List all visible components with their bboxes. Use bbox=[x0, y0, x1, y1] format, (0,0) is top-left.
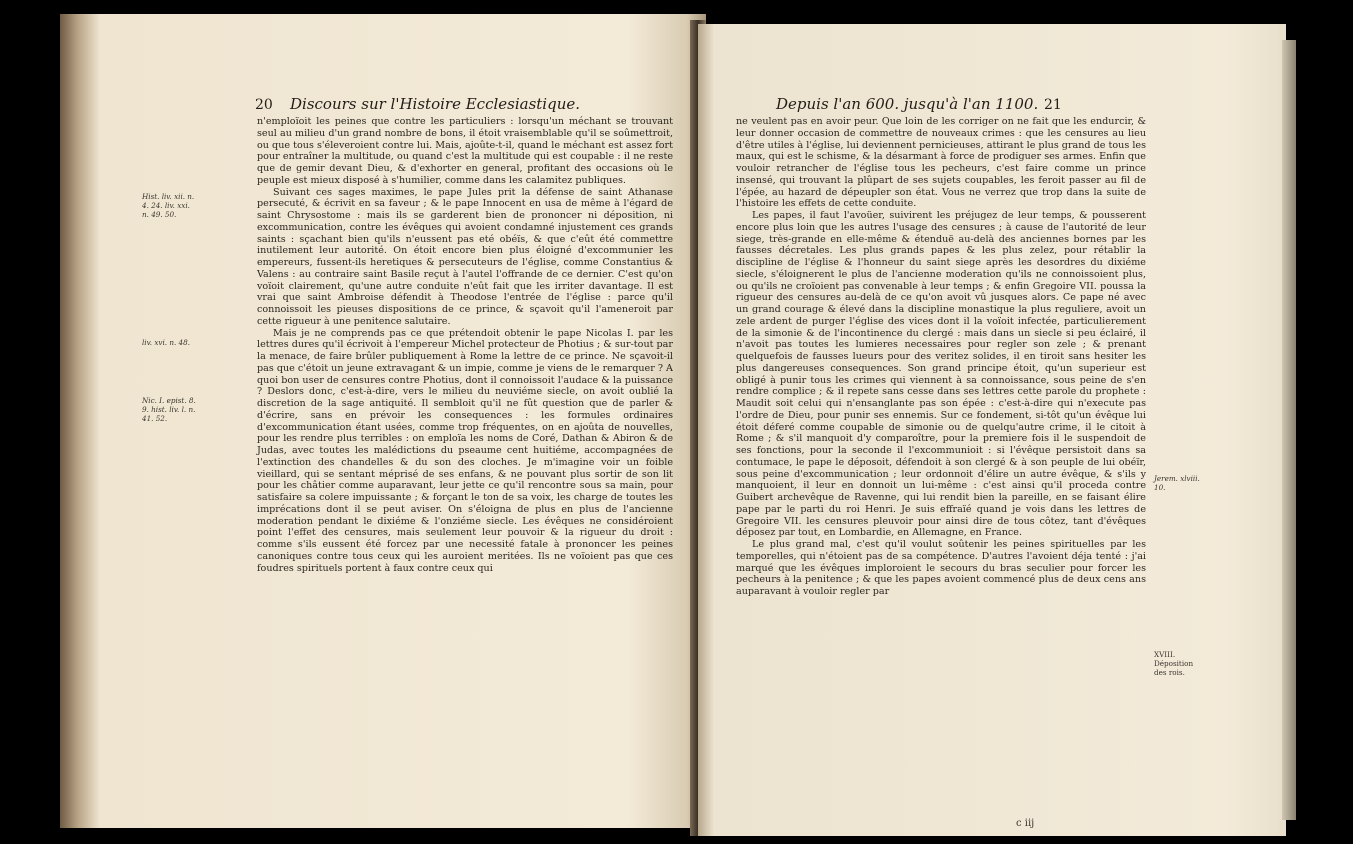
right-paragraph: ne veulent pas en avoir peur. Que loin de les corriger on ne fait que les endurcir, & leur donner occasion de commettre de nouveaux crimes : que les censures au lieu d'être utiles à l'église, lui deviennent pernicieuses, attirant le plus grand de tous les maux, qui est le schisme, & la désarmant à force de prodiguer ses armes. Enfin que vouloir retrancher de l'église tous les pecheurs, c'est faire comme un prince insensé, qui trouvant la plûpart de ses sujets coupables, les feroit passer au fil de l'épée, au hazard de dépeupler son état. Vous ne verrez que trop dans la suite de l'histoire les effets de cette conduite. bbox=[736, 116, 1146, 210]
left-running-head: Discours sur l'Histoire Ecclesiastique. bbox=[290, 95, 581, 113]
page-edges-right bbox=[1282, 40, 1296, 820]
left-page bbox=[60, 14, 706, 828]
right-paragraph: Le plus grand mal, c'est qu'il voulut soûtenir les peines spirituelles par les temporelles, qui n'étoient pas de sa compétence. D'autres l'avoient déja tenté : j'ai marqué que les évêques imploroient le secours du bras seculier pour forcer les pecheurs à la penitence ; & que les papes avoient commencé plus de deux cens ans auparavant à vouloir regler par bbox=[736, 539, 1146, 597]
right-page bbox=[698, 24, 1286, 836]
left-page-number: 20 bbox=[255, 97, 273, 113]
right-page-number: 21 bbox=[1044, 97, 1062, 113]
right-running-head: Depuis l'an 600. jusqu'à l'an 1100. bbox=[776, 95, 1039, 113]
left-margin-note: Hist. liv. xii. n. 4. 24. liv. xxi. n. 49. 50. bbox=[142, 192, 195, 219]
left-margin-note: liv. xvi. n. 48. bbox=[142, 338, 190, 347]
right-margin-note: XVIII. Déposition des rois. bbox=[1154, 650, 1194, 677]
right-paragraph: Les papes, il faut l'avoüer, suivirent les préjugez de leur temps, & pousserent encore plus loin que les autres l'usage des censures ; à cause de l'autorité de leur siege, très-grande en elle-même & étenduë au-delà des anciennes bornes par les fausses décretales. Les plus grands papes & les plus zelez, pour rétablir la discipline de l'église & l'honneur du saint siege après les desordres du dixiéme siecle, s'éloignerent le plus de l'ancienne moderation qu'ils ne connoissoient plus, ou qu'ils ne croïoient pas convenable à leur temps ; & enfin Gregoire VII. poussa la rigueur des censures au-delà de ce qu'on avoit vû jusques alors. Ce pape né avec un grand courage & élevé dans la discipline monastique la plus reguliere, avoit un zele ardent de purger l'église des vices dont il la voïoit infectée, particulierement de la simonie & de l'incontinence du clergé : mais dans un siecle si peu éclairé, il n'avoit pas toutes les lumieres necessaires pour regler son zele ; & prenant quelquefois de fausses lueurs pour des veritez solides, il en tiroit sans hesiter les plus dangereuses consequences. Son grand principe étoit, qu'un superieur est obligé à punir tous les crimes qui viennent à sa connoissance, sous peine de s'en rendre complice ; & il repete sans cesse dans ses lettres cette parole du prophete : Maudit soit celui qui n'ensanglante pas son épée : c'est-à-dire qui n'execute pas l'ordre de Dieu, pour punir ses ennemis. Sur ce fondement, si-tôt qu'un évêque lui étoit déferé comme coupable de simonie ou de quelqu'autre crime, il le citoit à Rome ; & s'il manquoit d'y comparoître, pour la premiere fois il le suspendoit de ses fonctions, pour la seconde il l'excommunioit : si l'évêque persistoit dans sa contumace, le pape le déposoit, défendoit à son clergé & à son peuple de lui obéïr, sous peine d'excommunication ; leur ordonnoit d'élire un autre évêque, & s'ils y manquoient, il leur en donnoit un lui-même : c'est ainsi qu'il proceda contre Guibert archevêque de Ravenne, qui lui rendit bien la pareille, en se faisant élire pape par le parti du roi Henri. Je suis effraïé quand je vois dans les lettres de Gregoire VII. les censures pleuvoir pour ainsi dire de tous côtez, tant d'évêques déposez par tout, en Lombardie, en Allemagne, en France. bbox=[736, 210, 1146, 539]
right-text-block bbox=[736, 116, 1146, 598]
left-paragraph: Suivant ces sages maximes, le pape Jules prit la défense de saint Athanase persecuté, & écrivit en sa faveur ; & le pape Innocent en usa de même à l'égard de saint Chrysostome : mais ils se garderent bien de prononcer ni déposition, ni excommunication, contre les évêques qui avoient condamné injustement ces grands saints : sçachant bien qu'ils n'eussent pas eté obéïs, & que c'eût été commettre inutilement leur autorité. On étoit encore bien plus éloigné d'excommunier les empereurs, fussent-ils heretiques & persecuteurs de l'église, comme Constantius & Valens : au contraire saint Basile reçut à l'autel l'offrande de ce dernier. C'est qu'on voïoit clairement, qu'une autre conduite n'eût fait que les irriter davantage. Il est vrai que saint Ambroise défendit à Theodose l'entrée de l'église : parce qu'il connoissoit les pieuses dispositions de ce prince, & sçavoit qu'il l'ameneroit par cette rigueur à une penitence salutaire. bbox=[257, 186, 673, 327]
right-margin-note: Jerem. xlviii. 10. bbox=[1154, 474, 1200, 492]
left-paragraph: n'emploïoit les peines que contre les particuliers : lorsqu'un méchant se trouvant seul au milieu d'un grand nombre de bons, il étoit vraisemblable qu'il se soûmettroit, ou que tous s'éleveroient contre lui. Mais, ajoûte-t-il, quand le méchant est assez fort pour entraîner la multitude, ou quand c'est la multitude qui est coupable : il ne reste que de gemir devant Dieu, & d'exhorter en general, profitant des occasions où le peuple est mieux disposé à s'humilier, comme dans les calamitez publiques. bbox=[257, 116, 673, 186]
signature-mark: c iij bbox=[1016, 818, 1035, 829]
left-text-block bbox=[257, 116, 673, 574]
left-paragraph: Mais je ne comprends pas ce que prétendoit obtenir le pape Nicolas I. par les lettres dures qu'il écrivoit à l'empereur Michel protecteur de Photius ; & sur-tout par la menace, de faire brûler publiquement à Rome la lettre de ce prince. Ne sçavoit-il pas que c'étoit un jeune extravagant & un impie, comme je viens de le remarquer ? A quoi bon user de censures contre Photius, dont il connoissoit l'audace & la puissance ? Deslors donc, c'est-à-dire, vers le milieu du neuviéme siecle, on avoit oublié la discretion de la sage antiquité. Il sembloit qu'il ne fût question que de parler & d'écrire, sans en prévoir les consequences : les formules ordinaires d'excommunication étant usées, comme trop fréquentes, on en ajoûta de nouvelles, pour les rendre plus terribles : on emploïa les noms de Coré, Dathan & Abiron & de Judas, avec toutes les malédictions du pseaume cent huitiéme, accompagnées de l'extinction des chandelles & du son des cloches. Je m'imagine voir un foible vieillard, qui se sentant méprisé de ses enfans, & ne pouvant plus sortir de son lit pour les châtier comme auparavant, leur jette ce qu'il rencontre sous sa main, pour satisfaire sa colere impuissante ; & forçant le ton de sa voix, les charge de toutes les imprécations dont il se peut aviser. On s'éloigna de plus en plus de l'ancienne moderation pendant le dixiéme & l'onziéme siecle. Les évêques ne considéroient point l'effet des censures, mais seulement leur pouvoir & la rigueur du droit : comme s'ils eussent été forcez par une necessité fatale à prononcer les peines canoniques contre tous ceux qui les auroient meritées. Ils ne voïoient pas que ces foudres spirituels portent à faux contre ceux qui bbox=[257, 327, 673, 574]
left-margin-note: Nic. I. epist. 8. 9. hist. liv. l. n. 41. 52. bbox=[142, 396, 196, 423]
